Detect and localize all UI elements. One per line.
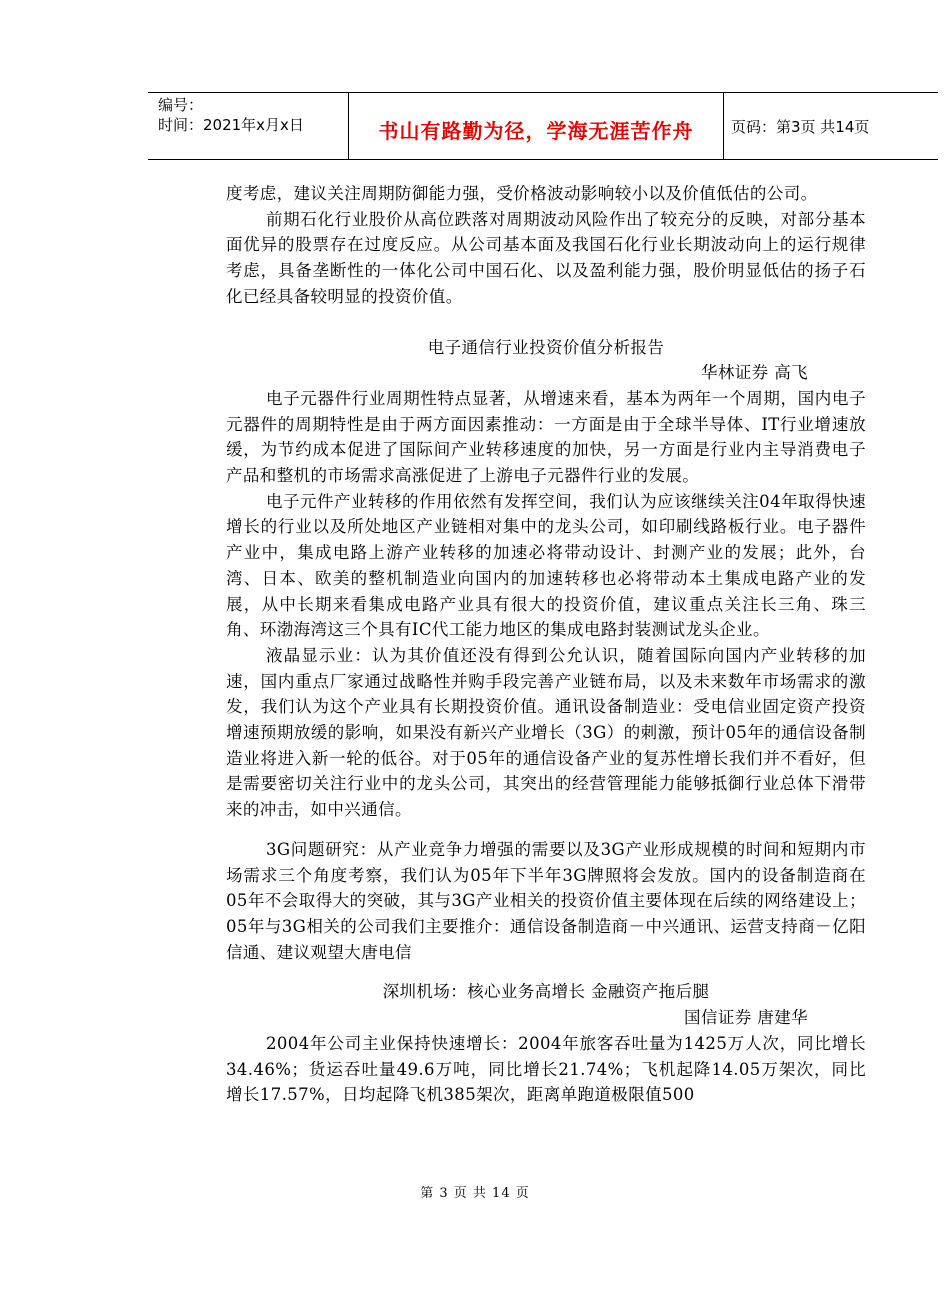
paragraph: 前期石化行业股价从高位跌落对周期波动风险作出了较充分的反映，对部分基本面优异的股票存在过度反应。从公司基本面及我国石化行业长期波动向上的运行规律考虑，具备垄断性的一体化公司中国石化、以及盈利能力强，股价明显低估的扬子石化已经具备较明显的投资价值。 <box>226 209 866 306</box>
header-motto: 书山有路勤为径，学海无涯苦作舟 <box>378 119 694 143</box>
section-title: 电子通信行业投资价值分析报告 <box>427 337 665 357</box>
document-body <box>226 181 866 1108</box>
paragraph: 液晶显示业：认为其价值还没有得到公允认识，随着国际向国内产业转移的加速，国内重点厂家通过战略性并购手段完善产业链布局，以及未来数年市场需求的激发，我们认为这个产业具有长期投资价值。通讯设备制造业：受电信业固定资产投资增速预期放缓的影响，如果没有新兴产业增长（3G）的刺激，预计05年的通信设备制造业将进入新一轮的低谷。对于05年的通信设备产业的复苏性增长我们并不看好，但是需要密切关注行业中的龙头公司，其突出的经营管理能力能够抵御行业总体下滑带来的冲击，如中兴通信。 <box>226 645 866 820</box>
document-number-label: 编号： <box>158 96 204 114</box>
paragraph: 3G问题研究：从产业竞争力增强的需要以及3G产业形成规模的时间和短期内市场需求三个角度考察，我们认为05年下半年3G牌照将会发放。国内的设备制造商在05年不会取得大的突破，其与3G产业相关的投资价值主要体现在后续的网络建设上；05年与3G相关的公司我们主要推介：通信设备制造商－中兴通讯、运营支持商－亿阳信通、建议观望大唐电信 <box>226 839 866 962</box>
section-title: 深圳机场：核心业务高增长 金融资产拖后腿 <box>382 982 710 1002</box>
paragraph: 电子元件产业转移的作用依然有发挥空间，我们认为应该继续关注04年取得快速增长的行业以及所处地区产业链相对集中的龙头公司，如印刷线路板行业。电子器件产业中，集成电路上游产业转移的加速必将带动设计、封测产业的发展；此外，台湾、日本、欧美的整机制造业向国内的加速转移也必将带动本土集成电路产业的发展，从中长期来看集成电路产业具有很大的投资价值，建议重点关注长三角、珠三角、环渤海湾这三个具有IC代工能力地区的集成电路封装测试龙头企业。 <box>226 491 866 640</box>
paragraph: 2004年公司主业保持快速增长：2004年旅客吞吐量为1425万人次，同比增长34.46%；货运吞吐量49.6万吨，同比增长21.74%；飞机起降14.05万架次，同比增长17.57%，日均起降飞机385架次，距离单跑道极限值500 <box>226 1033 866 1105</box>
header-meta-cell <box>148 93 348 159</box>
document-time-label: 时间：2021年x月x日 <box>158 116 304 134</box>
section-byline: 国信证券 唐建华 <box>684 1008 808 1028</box>
header-motto-cell <box>348 93 724 159</box>
header-page-number: 页码：第3页 共14页 <box>731 118 870 136</box>
paragraph: 电子元器件行业周期性特点显著，从增速来看，基本为两年一个周期，国内电子元器件的周期特性是由于两方面因素推动：一方面是由于全球半导体、IT行业增速放缓，为节约成本促进了国际间产业转移速度的加快，另一方面是行业内主导消费电子产品和整机的市场需求高涨促进了上游电子元器件行业的发展。 <box>226 388 866 486</box>
paragraph: 度考虑，建议关注周期防御能力强，受价格波动影响较小以及价值低估的公司。 <box>226 184 818 203</box>
section-spacer <box>226 965 866 979</box>
paragraph-spacer <box>226 823 866 837</box>
header-page-cell <box>723 93 938 159</box>
section-byline: 华林证券 高飞 <box>700 363 808 383</box>
page-footer: 第 3 页 共 14 页 <box>420 1186 530 1201</box>
page-header <box>148 92 938 160</box>
section-spacer <box>226 310 866 335</box>
